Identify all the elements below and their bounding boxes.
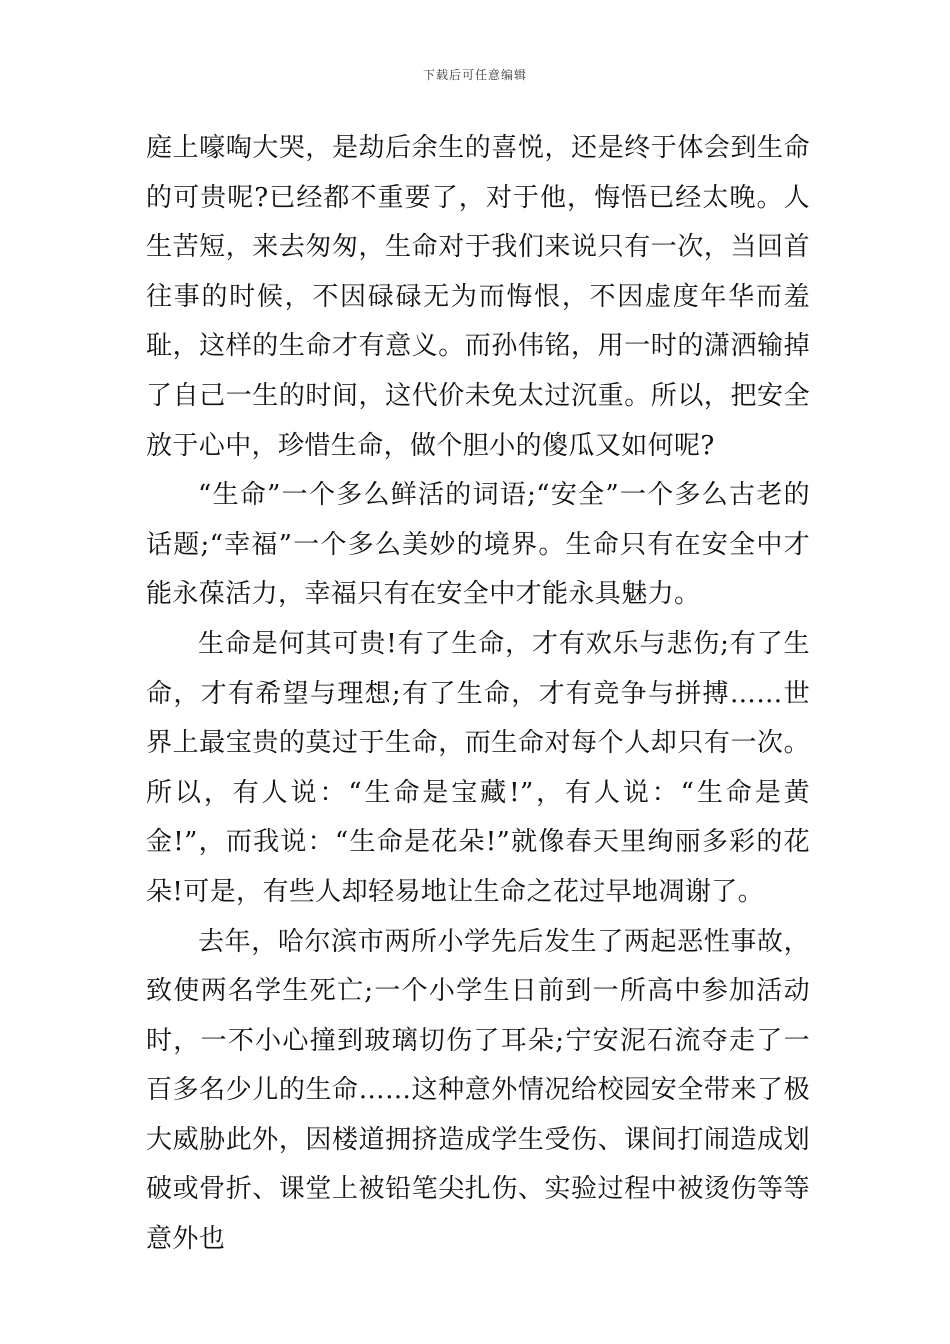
paragraph-1: 庭上嚎啕大哭，是劫后余生的喜悦，还是终于体会到生命的可贵呢?已经都不重要了，对于他，悔悟已经太晚。人生苦短，来去匆匆，生命对于我们来说只有一次，当回首往事的时候，不因碌碌无为而悔恨，不因虚度年华而羞耻，这样的生命才有意义。而孙伟铭，用一时的潇洒输掉了自己一生的时间，这代价未免太过沉重。所以，把安全放于心中，珍惜生命，做个胆小的傻瓜又如何呢? (146, 133, 810, 461)
paragraph-4: 去年，哈尔滨市两所小学先后发生了两起恶性事故，致使两名学生死亡;一个小学生日前到一所高中参加活动时，一不小心撞到玻璃切伤了耳朵;宁安泥石流夺走了一百多名少儿的生命……这种意外情况给校园安全带来了极大威胁此外，因楼道拥挤造成学生受伤、课间打闹造成划破或骨折、课堂上被铅笔尖扎伤、实验过程中被烫伤等等意外也 (146, 926, 810, 1255)
paragraph-3: 生命是何其可贵!有了生命，才有欢乐与悲伤;有了生命，才有希望与理想;有了生命，才有竞争与拼搏……世界上最宝贵的莫过于生命，而生命对每个人却只有一次。所以，有人说：“生命是宝藏!”，有人说：“生命是黄金!”，而我说：“生命是花朵!”就像春天里绚丽多彩的花朵!可是，有些人却轻易地让生命之花过早地凋谢了。 (146, 628, 810, 907)
document-body (146, 124, 810, 1265)
page-header-note: 下载后可任意编辑 (422, 68, 527, 82)
paragraph-2: “生命”一个多么鲜活的词语;“安全”一个多么古老的话题;“幸福”一个多么美妙的境界。生命只有在安全中才能永葆活力，幸福只有在安全中才能永具魅力。 (146, 480, 810, 610)
